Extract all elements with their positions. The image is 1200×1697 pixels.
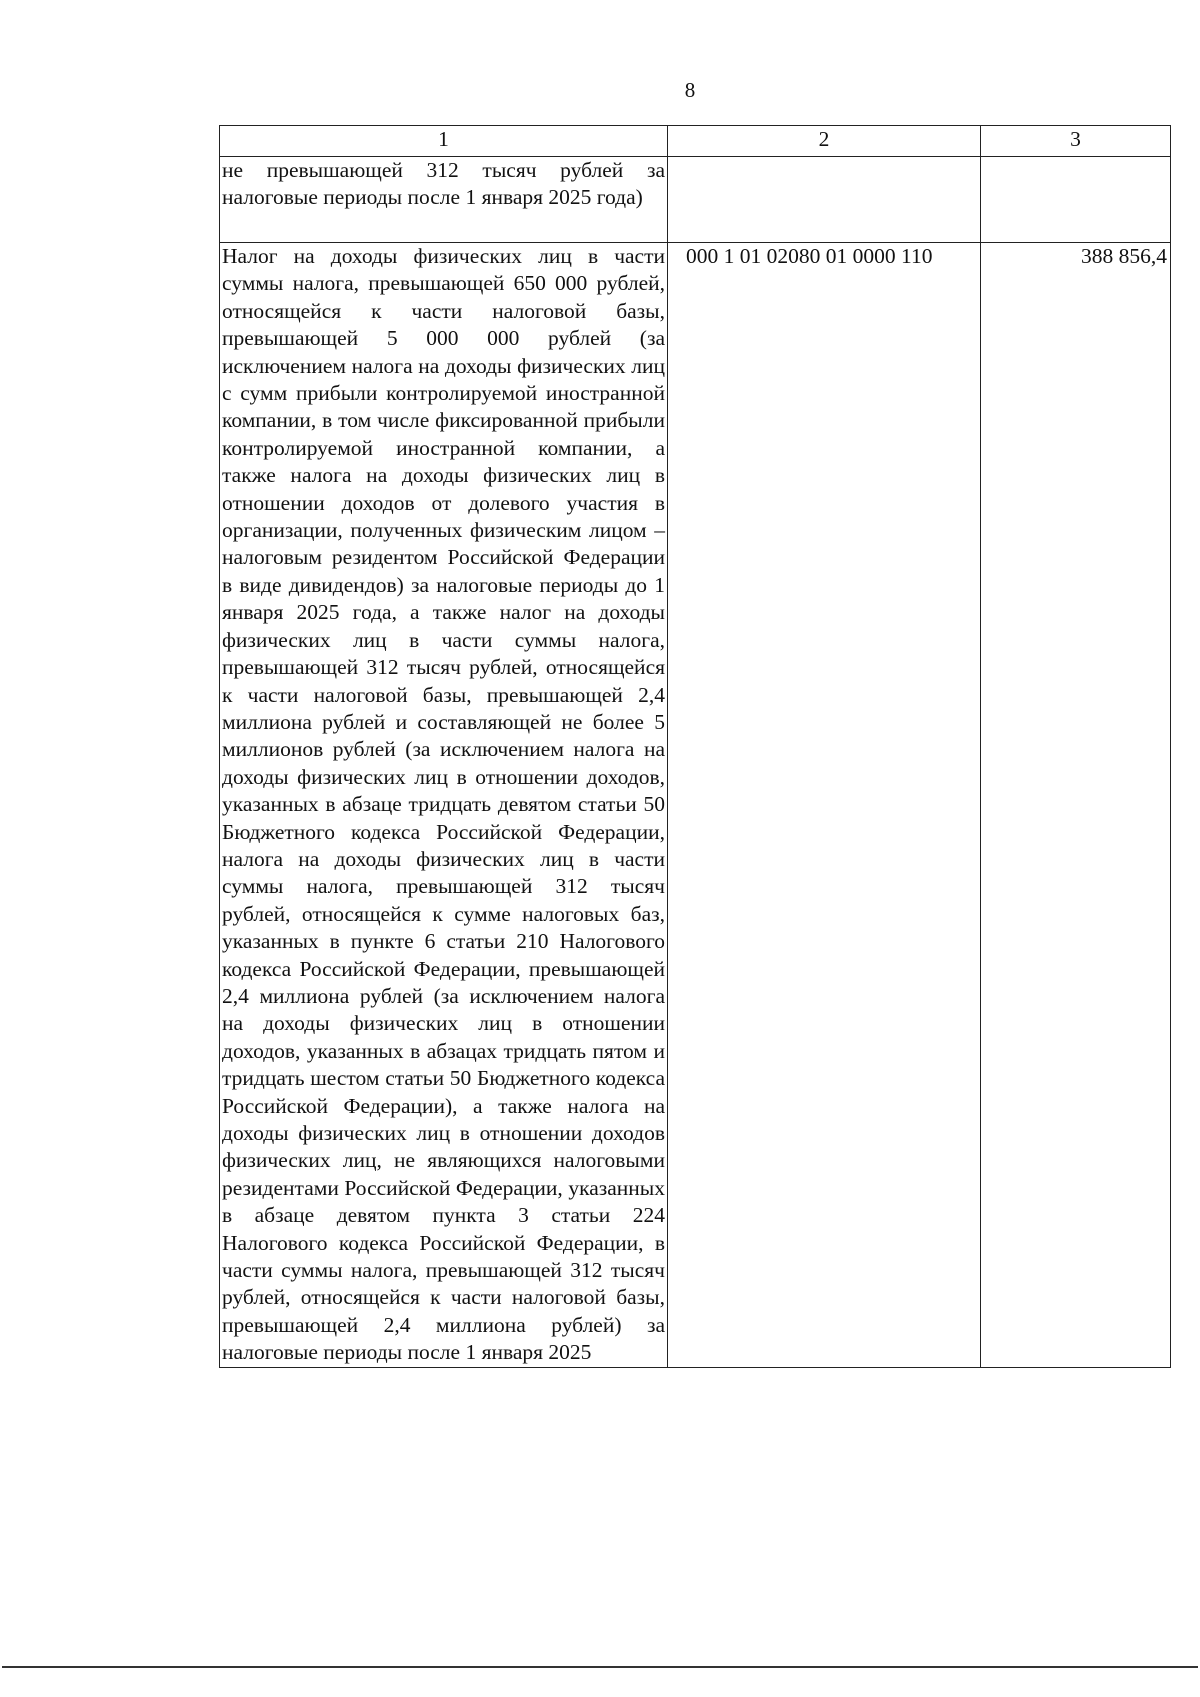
column-header-1: 1 [220, 126, 668, 157]
budget-table [219, 125, 1171, 1368]
table-header-row [220, 126, 1171, 157]
income-name-cell: не превышающей 312 тысяч рублей за налоговые периоды после 1 января 2025 года) [220, 157, 668, 243]
page-number: 8 [684, 78, 696, 102]
budget-code-cell [668, 157, 981, 243]
bottom-divider [2, 1666, 1198, 1668]
table-row [220, 157, 1171, 243]
table-row [220, 243, 1171, 1368]
amount-cell: 388 856,4 [981, 243, 1171, 1368]
income-name-cell: Налог на доходы физических лиц в части суммы налога, превышающей 650 000 рублей, относящейся к части налоговой базы, превышающей 5 000 000 рублей (за исключением налога на доходы физических лиц с сумм прибыли контролируемой иностранной компании, в том числе фиксированной прибыли контролируемой иностранной компании, а также налога на доходы физических лиц в отношении доходов от долевого участия в организации, полученных физическим лицом – налоговым резидентом Российской Федерации в виде дивидендов) за налоговые периоды до 1 января 2025 года, а также налог на доходы физических лиц в части суммы налога, превышающей 312 тысяч рублей, относящейся к части налоговой базы, превышающей 2,4 миллиона рублей и составляющей не более 5 миллионов рублей (за исключением налога на доходы физических лиц в отношении доходов, указанных в абзаце тридцать девятом статьи 50 Бюджетного кодекса Российской Федерации, налога на доходы физических лиц в части суммы налога, превышающей 312 тысяч рублей, относящейся к сумме налоговых баз, указанных в пункте 6 статьи 210 Налогового кодекса Российской Федерации, превышающей 2,4 миллиона рублей (за исключением налога на доходы физических лиц в отношении доходов, указанных в абзацах тридцать пятом и тридцать шестом статьи 50 Бюджетного кодекса Российской Федерации), а также налога на доходы физических лиц в отношении доходов физических лиц, не являющихся налоговыми резидентами Российской Федерации, указанных в абзаце девятом пункта 3 статьи 224 Налогового кодекса Российской Федерации, в части суммы налога, превышающей 312 тысяч рублей, относящейся к части налоговой базы, превышающей 2,4 миллиона рублей) за налоговые периоды после 1 января 2025 [220, 243, 668, 1368]
budget-code-cell: 000 1 01 02080 01 0000 110 [668, 243, 981, 1368]
column-header-3: 3 [981, 126, 1171, 157]
column-header-2: 2 [668, 126, 981, 157]
amount-cell [981, 157, 1171, 243]
